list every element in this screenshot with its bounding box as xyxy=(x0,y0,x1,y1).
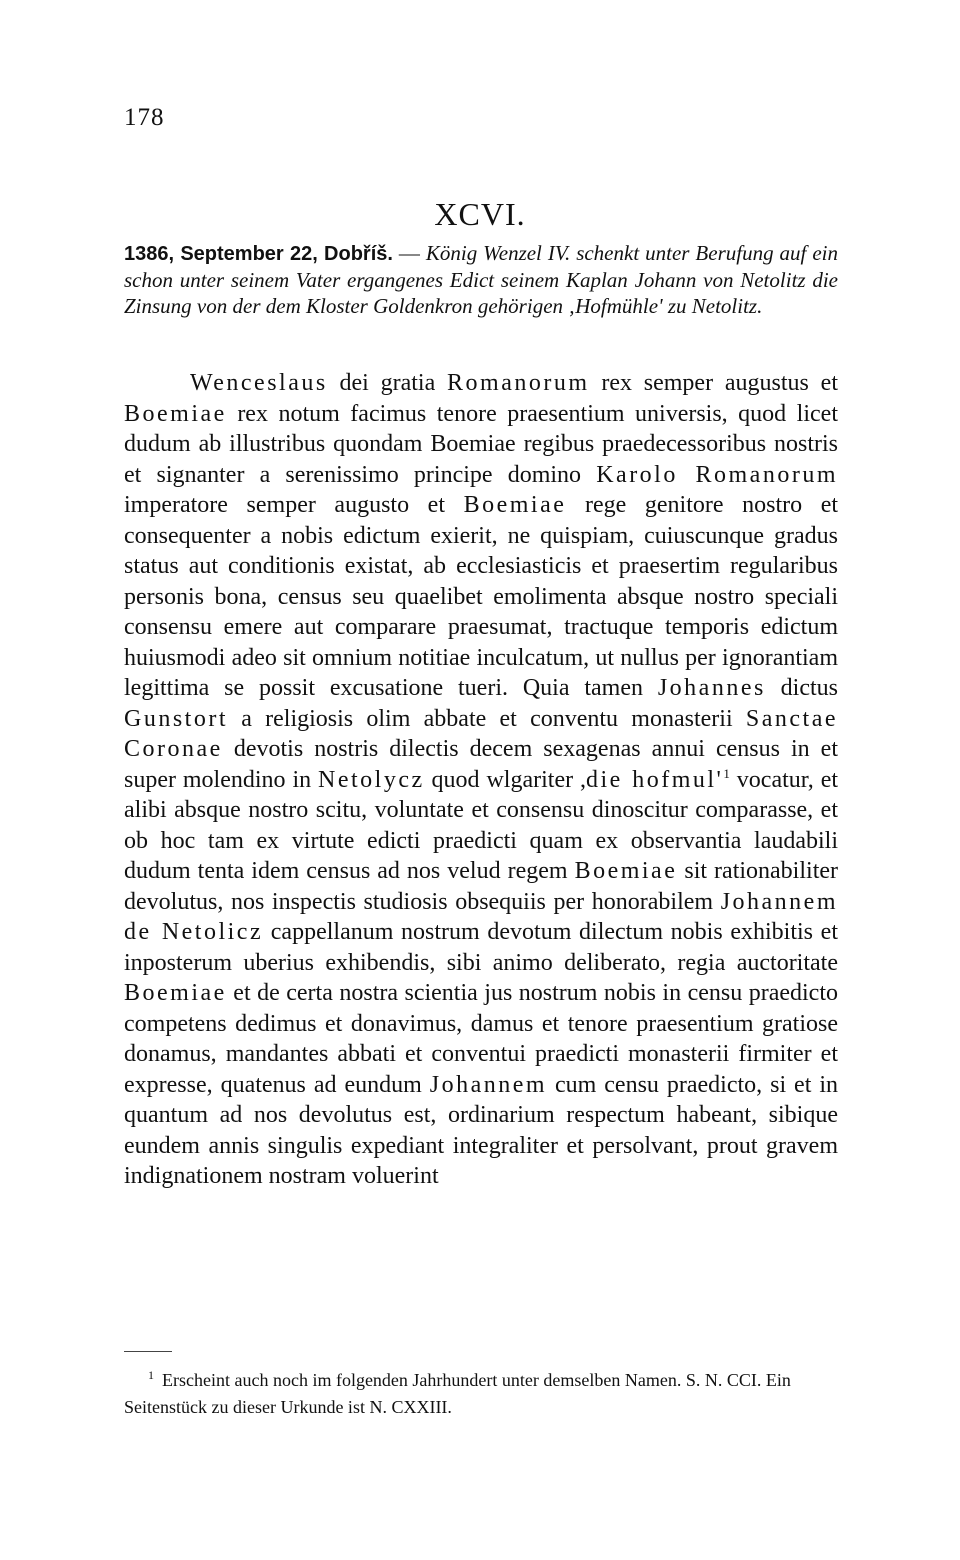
spaced-name: Boemiae xyxy=(124,400,227,427)
page-number: 178 xyxy=(124,104,165,131)
spaced-name: Karolo Romanorum xyxy=(596,461,838,488)
spaced-name: Romanorum xyxy=(447,370,590,396)
footnote-divider xyxy=(124,1351,172,1352)
body-text-run: rex notum facimus tenore praesentium universis, quod licet dudum ab illustribus quondam Boemiae regibus praedecessoribus nostris et signanter a serenissimo principe domino xyxy=(124,400,838,488)
regest-summary-text: König Wenzel IV. schenkt unter Berufung auf ein schon unter seinem Vater ergangenes Edict seinem Kaplan Johann von Netolitz die Zinsung von der dem Kloster Goldenkron gehörigen ‚Hofmühle' zu Netolitz. xyxy=(124,241,838,318)
spaced-name: Boemiae xyxy=(124,980,227,1006)
spaced-name: Johannes xyxy=(657,675,766,701)
spaced-name: Wenceslaus xyxy=(190,370,328,396)
spaced-name: Gunstort xyxy=(124,705,228,732)
footnote-text: Erscheint auch noch im folgenden Jahrhundert unter demselben Namen. S. N. CCI. Ein Seitenstück zu dieser Urkunde ist N. CXXIII. xyxy=(124,1370,791,1417)
body-text-run: et de certa nostra scientia jus nostrum nobis in censu praedicto competens dedimus et donavimus, damus et tenore praesentium gratiose donamus, mandantes abbati et conventui praedicti monasterii firmiter et expresse, quatenus ad eundum xyxy=(124,980,838,1098)
body-text-run: quod wlgariter , xyxy=(424,766,586,793)
body-text-run: rex semper augustus et xyxy=(589,370,838,396)
spaced-name: die hofmul' xyxy=(586,766,724,793)
body-text-run: sit rationabiliter devolutus, nos inspectis studiosis obsequiis per honorabilem xyxy=(124,858,838,915)
body-text-run: devotis nostris dilectis decem sexagenas annui census in et super molendino in xyxy=(124,736,838,793)
document-number-heading: XCVI. xyxy=(434,196,526,232)
spaced-name: Boemiae xyxy=(574,858,678,884)
body-text-run: rege genitore nostro et consequenter a nobis edictum exierit, ne quispiam, cuiuscunque gradus status aut conditionis existat, ab ecclesiasticis et praesertim regularibus personis bona, census seu quaelibet emolimenta absque nostro speciali consensu emere aut comparare praesumat, tractuque temporis edictum huiusmodi adeo sit omnium notitiae inculcatum, ut nullus per ignorantiam legittima se possit excusatione tueri. Quia tamen xyxy=(124,492,839,701)
body-text-run: cappellanum nostrum devotum dilectum nobis exhibitis et inposterum uberius exhibendis, sibi animo deliberato, regia auctoritate xyxy=(124,919,838,976)
body-text-run: a religiosis olim abbate et conventu monasterii xyxy=(228,705,746,732)
spaced-name: Johannem xyxy=(429,1071,548,1098)
spaced-name: Netolycz xyxy=(318,766,425,793)
body-text-run: vocatur, et alibi absque nostro scitu, voluntate et consensu dinoscitur comparasse, et ob hoc tam ex virtute edicti praedicti quam ex observantia laudabili dudum tenta idem census ad nos velud regem xyxy=(124,766,839,884)
footnote-reference: 1 xyxy=(723,765,730,781)
regest-dash: — xyxy=(392,241,426,265)
footnote-mark: 1 xyxy=(148,1368,154,1382)
regest-date-place: 1386, September 22, Dobříš. xyxy=(124,243,393,265)
body-text-run: cum censu praedicto, si et in quantum ad nos devolutus est, ordinarium respectum habeant, sibique eundem annis singulis expediant integraliter et persolvant, prout gravem indignationem nostram voluerint xyxy=(124,1071,839,1189)
spaced-name: Boemiae xyxy=(463,492,567,518)
footnote xyxy=(124,1367,838,1421)
spaced-name: Johannem de Netolicz xyxy=(124,888,838,945)
charter-body-text xyxy=(124,368,838,1192)
spaced-name: Sanctae Coronae xyxy=(124,705,838,762)
body-text-run: imperatore semper augusto et xyxy=(124,492,464,518)
body-text-run: dictus xyxy=(765,675,838,701)
regest-summary-block xyxy=(124,240,838,319)
body-text-run: dei gratia xyxy=(327,370,448,396)
